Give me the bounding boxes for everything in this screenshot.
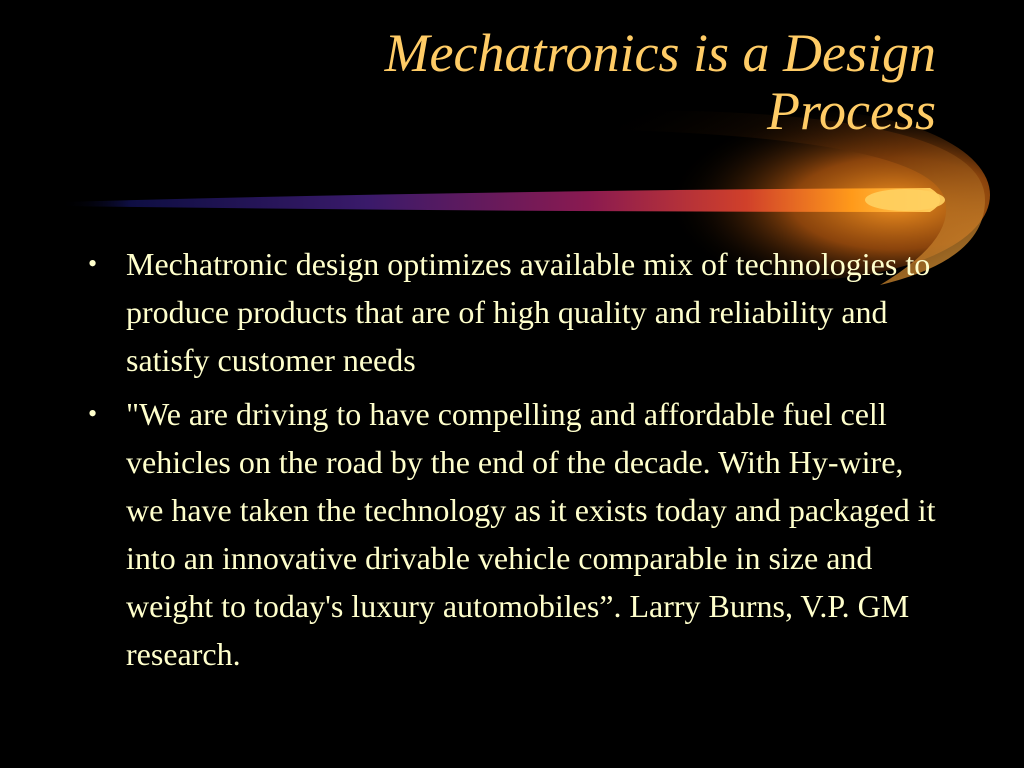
bullet-list (88, 240, 948, 684)
comet-tail (60, 188, 940, 212)
bullet-marker: • (88, 399, 98, 428)
bullet-text: "We are driving to have compelling and affordable fuel cell vehicles on the road by the end of the decade. With Hy-wire, we have taken the technology as it exists today and packaged it into an innovative drivable vehicle comparable in size and weight to today's luxury automobiles”. Larry Burns, V.P. GM research. (126, 396, 936, 672)
bullet-item (88, 390, 948, 678)
comet-core (865, 189, 945, 211)
bullet-text: Mechatronic design optimizes available mix of technologies to produce products that are of high quality and reliability and satisfy customer needs (126, 246, 931, 378)
slide-title-line: Mechatronics is a Design (384, 23, 936, 83)
bullet-item (88, 240, 948, 384)
bullet-marker: • (88, 249, 98, 278)
slide-title (176, 24, 936, 140)
slide-title-line: Process (767, 81, 936, 141)
